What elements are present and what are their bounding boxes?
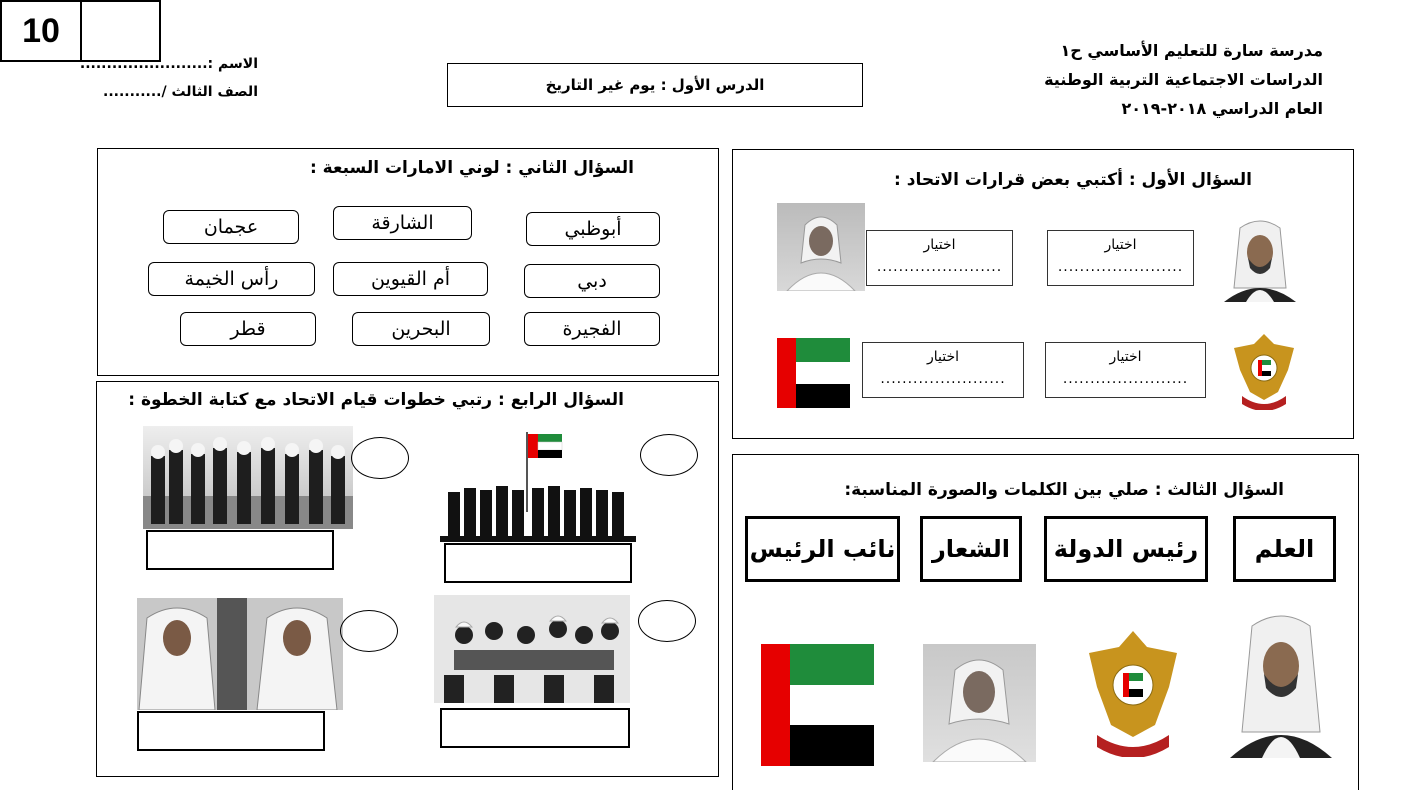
question-3-title: السؤال الثالث : صلي بين الكلمات والصورة المناسبة: xyxy=(844,480,1284,500)
question-1-title: السؤال الأول : أكتبي بعض قرارات الاتحاد : xyxy=(894,170,1252,190)
order-circle-2[interactable] xyxy=(640,434,698,476)
choice-blank: ....................... xyxy=(876,259,1003,275)
choice-label: اختيار xyxy=(1104,237,1137,253)
word-vice-president[interactable]: نائب الرئيس xyxy=(745,516,900,582)
step-photo-leaders-group xyxy=(143,426,353,529)
uae-flag-large[interactable] xyxy=(761,644,874,766)
emirate-rasalkhaimah[interactable]: رأس الخيمة xyxy=(148,262,315,296)
school-name: مدرسة سارة للتعليم الأساسي ح١ xyxy=(1060,41,1323,60)
decision-choice-3[interactable] xyxy=(862,342,1024,398)
choice-blank: ....................... xyxy=(880,371,1006,387)
choice-label: اختيار xyxy=(1109,349,1142,365)
order-circle-3[interactable] xyxy=(340,610,398,652)
emirate-dubai[interactable]: دبي xyxy=(524,264,660,298)
choice-blank: ....................... xyxy=(1062,371,1189,387)
word-flag[interactable]: العلم xyxy=(1233,516,1336,582)
emirate-sharjah[interactable]: الشارقة xyxy=(333,206,472,240)
step-photo-flag-raising xyxy=(440,430,636,542)
order-circle-1[interactable] xyxy=(351,437,409,479)
sheikh-rashid-photo xyxy=(777,203,865,291)
step-photo-two-sheikhs xyxy=(137,598,343,710)
uae-emblem-large[interactable] xyxy=(1083,627,1183,757)
subject-name: الدراسات الاجتماعية التربية الوطنية xyxy=(1044,70,1323,89)
vice-president-photo[interactable] xyxy=(923,644,1036,762)
lesson-title: الدرس الأول : يوم غير التاريخ xyxy=(447,63,863,107)
emirate-abudhabi[interactable]: أبوظبي xyxy=(526,212,660,246)
step-answer-box-4[interactable] xyxy=(440,708,630,748)
uae-emblem-small xyxy=(1228,330,1300,410)
name-field[interactable]: الاسم :........................ xyxy=(79,56,258,72)
uae-flag-small xyxy=(777,338,850,408)
choice-label: اختيار xyxy=(926,349,960,365)
word-emblem[interactable]: الشعار xyxy=(920,516,1022,582)
school-header xyxy=(1044,36,1323,123)
emirate-fujairah[interactable]: الفجيرة xyxy=(524,312,660,346)
question-4-title: السؤال الرابع : رتبي خطوات قيام الاتحاد مع كتابة الخطوة : xyxy=(128,390,624,410)
emirate-qatar[interactable]: قطر xyxy=(180,312,316,346)
emirate-ajman[interactable]: عجمان xyxy=(163,210,299,244)
step-answer-box-1[interactable] xyxy=(146,530,334,570)
decision-choice-4[interactable] xyxy=(1045,342,1206,398)
word-president[interactable]: رئيس الدولة xyxy=(1044,516,1208,582)
question-2-title: السؤال الثاني : لوني الامارات السبعة : xyxy=(309,158,634,178)
choice-label: اختيار xyxy=(923,237,956,253)
emirate-bahrain[interactable]: البحرين xyxy=(352,312,490,346)
academic-year: العام الدراسي ٢٠١٨-٢٠١٩ xyxy=(1121,99,1323,118)
sheikh-zayed-photo xyxy=(1220,218,1300,302)
decision-choice-2[interactable] xyxy=(1047,230,1194,286)
score-value: 10 xyxy=(2,2,82,60)
order-circle-4[interactable] xyxy=(638,600,696,642)
president-photo[interactable] xyxy=(1228,612,1334,758)
emirate-ummalquwain[interactable]: أم القيوين xyxy=(333,262,488,296)
student-info xyxy=(78,50,258,106)
decision-choice-1[interactable] xyxy=(866,230,1013,286)
step-photo-meeting xyxy=(434,595,630,703)
step-answer-box-2[interactable] xyxy=(444,543,632,583)
step-answer-box-3[interactable] xyxy=(137,711,325,751)
choice-blank: ....................... xyxy=(1057,259,1184,275)
class-field[interactable]: الصف الثالث /........... xyxy=(103,84,258,100)
